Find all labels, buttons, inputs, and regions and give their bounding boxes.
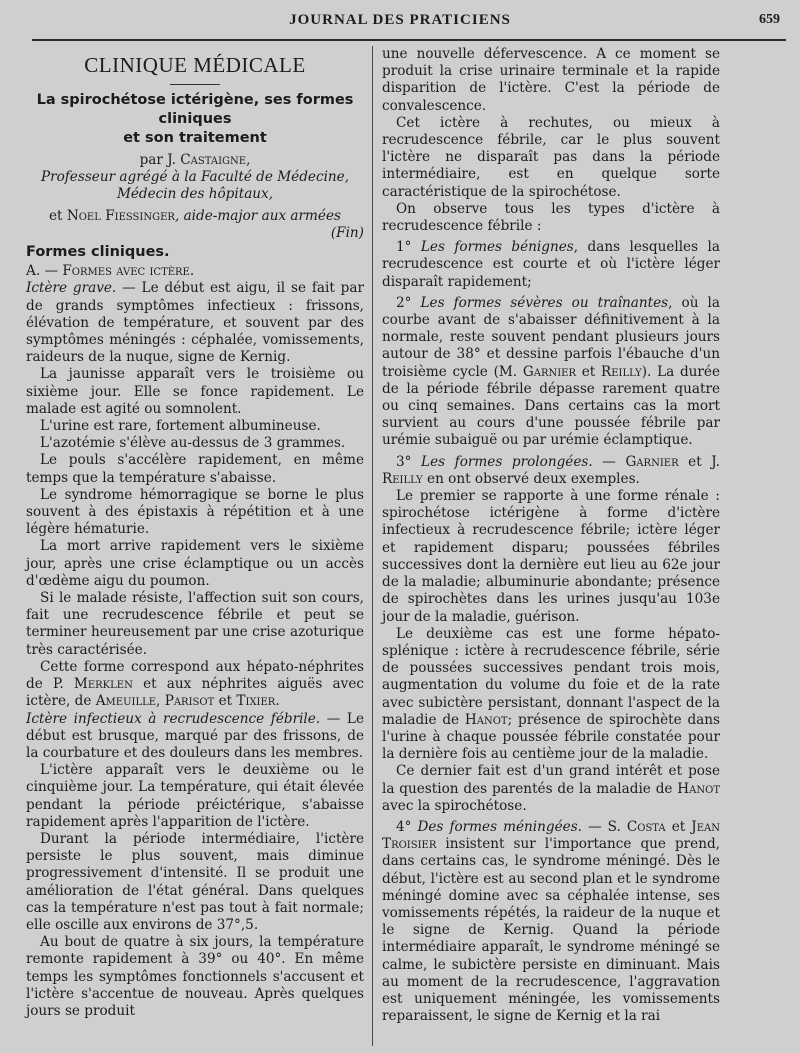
heading-formes-cliniques: Formes cliniques. [26, 244, 170, 261]
paragraph-ictere-grave [26, 280, 364, 366]
right-column [382, 46, 720, 1025]
by-prefix: par J. [139, 152, 181, 168]
byline-author2 [26, 208, 364, 225]
label-formes-meningees: Des formes méningées. [417, 818, 582, 835]
text: et [576, 363, 601, 380]
author-name: Reilly [382, 470, 423, 487]
list-number: 1° [396, 239, 421, 256]
text: insistent sur l'importance que prend, dans certains cas, le syndrome méningé. Dès le début, l'ictère est au second plan et le syndrome méningé domine avec sa céphalée intense, ses vomissements répétés, la raideur de la nuque et le signe de Kernig. Quand la période intermédiaire apparaît, le syndrome méningé se calme, le subictère persiste en diminuant. Mais au moment de la recrudescence, l'aggravation est uniquement méningée, les vomissements reparaissent, le signe de Kernig et la rai [382, 836, 720, 1025]
top-rule [32, 39, 786, 41]
text-ictere-grave: — Le début est aigu, il se fait par de grands symptômes infectieux : frissons, élévation de température, et souvent par des symptômes méningés : céphalée, vomissements, raideurs de la nuque, signe de Kernig. [26, 280, 364, 366]
text: et J. [678, 453, 720, 470]
page-number: 659 [759, 12, 780, 27]
paragraph: Au bout de quatre à six jours, la température remonte rapidement à 39° ou 40°. En même temps les symptômes fonctionnels s'accusent et l'ictère s'accentue de nouveau. Après quelques jours se produit [26, 934, 364, 1019]
paragraph: Durant la période intermédiaire, l'ictère persiste le plus souvent, mais diminue progressivement d'intensité. Il se produit une amélioration de l'état général. Dans quelques cas la température n'est pas tout à fait normale; elle oscille aux environs de 37°,5. [26, 830, 364, 933]
text: et [665, 818, 692, 835]
list-number: 4° [396, 818, 418, 835]
paragraph: Cet ictère à rechutes, ou mieux à recrudescence fébrile, car le plus souvent l'ictère ne disparaît pas dans la période intermédiaire, est en quelque sorte caractéristique de la spirochétose. [382, 114, 720, 200]
label-ictere-grave: Ictère grave. [26, 280, 117, 297]
label-formes-severes: Les formes sévères ou traînantes [420, 294, 669, 311]
text: — [592, 453, 626, 470]
paragraph-ictere-infectieux [26, 711, 364, 763]
paragraph: une nouvelle défervescence. A ce moment se produit la crise urinaire terminale et la rapide disparition de l'ictère. C'est la période de convalescence. [382, 46, 720, 114]
paragraph: La mort arrive rapidement vers le sixième jour, après une crise éclamptique ou un accès d'œdème aigu du poumon. [26, 538, 364, 589]
byline-author1 [26, 152, 364, 169]
paragraph: Le syndrome hémorragique se borne le plus souvent à des épistaxis à répétition et à une légère hématurie. [26, 486, 364, 538]
list-number: 2° [396, 294, 421, 311]
title-rule [170, 84, 220, 85]
paragraph: L'ictère apparaît vers le deuxième ou le cinquième jour. La température, qui était élevée pendant la période préictérique, s'abaisse rapidement après l'apparition de l'ictère. [26, 762, 364, 830]
author-name: Ameuille, Parisot [95, 693, 215, 710]
author2-name: Noel Fiessinger [66, 207, 175, 224]
text: ; présence de spirochète dans l'urine à chaque poussée fébrile constatée pour la dernière fois au centième jour de la maladie. [382, 711, 720, 763]
paragraph-formes-benignes [382, 239, 720, 291]
article-title-line-2: et son traitement [123, 130, 267, 146]
text: et aux néphrites aiguës avec ictère, de [26, 676, 364, 710]
text: , dans lesquelles la recrudescence est courte et où l'ictère léger disparaît rapidement; [382, 239, 720, 290]
text: Le deuxième cas est une forme hépato-splénique : ictère à recrudescence fébrile, série de poussées successives pendant trois mois, augmentation du volume du foie et de la rate avec subictère persistant, donnant l'aspect de la maladie de [382, 625, 720, 728]
author1-role-1: Professeur agrégé à la Faculté de Médecine, [40, 169, 350, 186]
section-title: CLINIQUE MÉDICALE [84, 53, 306, 77]
text: — S. [582, 818, 627, 835]
left-column [26, 46, 364, 1020]
label-ictere-infectieux: Ictère infectieux à recrudescence fébrile. [26, 710, 321, 727]
author-name: Jean Troisier [382, 818, 720, 853]
paragraph: Le premier se rapporte à une forme rénale : spirochétose ictérigène à forme d'ictère infectieux à recrudescence fébrile; ictère léger et rapidement disparu; poussées fébriles successives dont la dernière eut lieu au 62e jour de la maladie; albuminurie abondante; présence de spirochètes dans les urines jusqu'au 103e jour de la maladie, guérison. [382, 488, 720, 625]
fin-marker: (Fin) [330, 224, 364, 241]
running-head [0, 10, 800, 34]
author-name: Costa [626, 818, 666, 835]
label-formes-prolongees: Les formes prolongées. [421, 453, 593, 470]
text: avec la spirochétose. [382, 797, 527, 814]
text: — Le début est brusque, marqué par des frissons, de la courbature et des douleurs dans les membres. [26, 710, 365, 761]
text: , où la courbe avant de s'abaisser définitivement à la normale, reste souvent pendant plusieurs jours autour de 38° et dessine parfois l'ébauche d'un troisième cycle (M. [382, 294, 720, 380]
heading-formes-avec-ictere: A. — Formes avec ictère. [26, 263, 195, 280]
text: Ce dernier fait est d'un grand intérêt et pose la question des parentés de la maladie de [382, 763, 720, 797]
text: en ont observé deux exemples. [422, 470, 640, 487]
paragraph-formes-severes [382, 295, 720, 450]
author-name: Hanot [464, 711, 508, 728]
article-title-line-1: La spirochétose ictérigène, ses formes cliniques [36, 92, 354, 127]
author1-role-2: Médecin des hôpitaux, [116, 186, 274, 203]
journal-title: JOURNAL DES PRATICIENS [289, 12, 511, 28]
paragraph: On observe tous les types d'ictère à recrudescence fébrile : [382, 200, 720, 235]
text: et [214, 693, 237, 710]
author1-comma: , [246, 152, 251, 168]
paragraph-formes-prolongees [382, 454, 720, 488]
paragraph-hepato-splenique [382, 626, 720, 764]
paragraph: Le pouls s'accélère rapidement, en même temps que la température s'abaisse. [26, 452, 364, 486]
paragraph: La jaunisse apparaît vers le troisième ou sixième jour. Elle se fonce rapidement. Le malade est agité ou somnolent. [26, 366, 364, 417]
paragraph-formes-meningees [382, 819, 720, 1025]
text: . [275, 693, 280, 710]
author-name: Tixier [236, 693, 276, 710]
text: Cette forme correspond aux hépato-néphrites de P. [26, 658, 364, 693]
article-title [26, 91, 364, 148]
paragraph: Si le malade résiste, l'affection suit son cours, fait une recrudescence fébrile et peut se terminer heureusement par une crise azoturique très caractérisée. [26, 590, 364, 658]
author-name: Garnier [625, 453, 679, 470]
column-divider [372, 46, 373, 1046]
author2-role: , aide-major aux armées [174, 207, 341, 224]
paragraph: L'azotémie s'élève au-dessus de 3 grammes. [40, 435, 346, 452]
author1-name: Castaigne [180, 152, 247, 168]
text: ). La durée de la période fébrile dépasse rarement quatre ou cinq semaines. Dans certains cas la mort survient au cours d'une poussée fébrile par urémie subaiguë ou par urémie éclamptique. [382, 363, 720, 449]
paragraph: L'urine est rare, fortement albumineuse. [40, 418, 321, 435]
author-name: Garnier [522, 363, 576, 380]
paragraph-correspondance [26, 659, 364, 711]
author-name: Hanot [677, 780, 720, 797]
author-name: Reilly [600, 363, 642, 380]
and-prefix: et [49, 207, 67, 224]
list-number: 3° [396, 453, 422, 470]
paragraph-hanot [382, 763, 720, 815]
author-name: Merklen [73, 676, 133, 693]
label-formes-benignes: Les formes bénignes [420, 239, 574, 256]
